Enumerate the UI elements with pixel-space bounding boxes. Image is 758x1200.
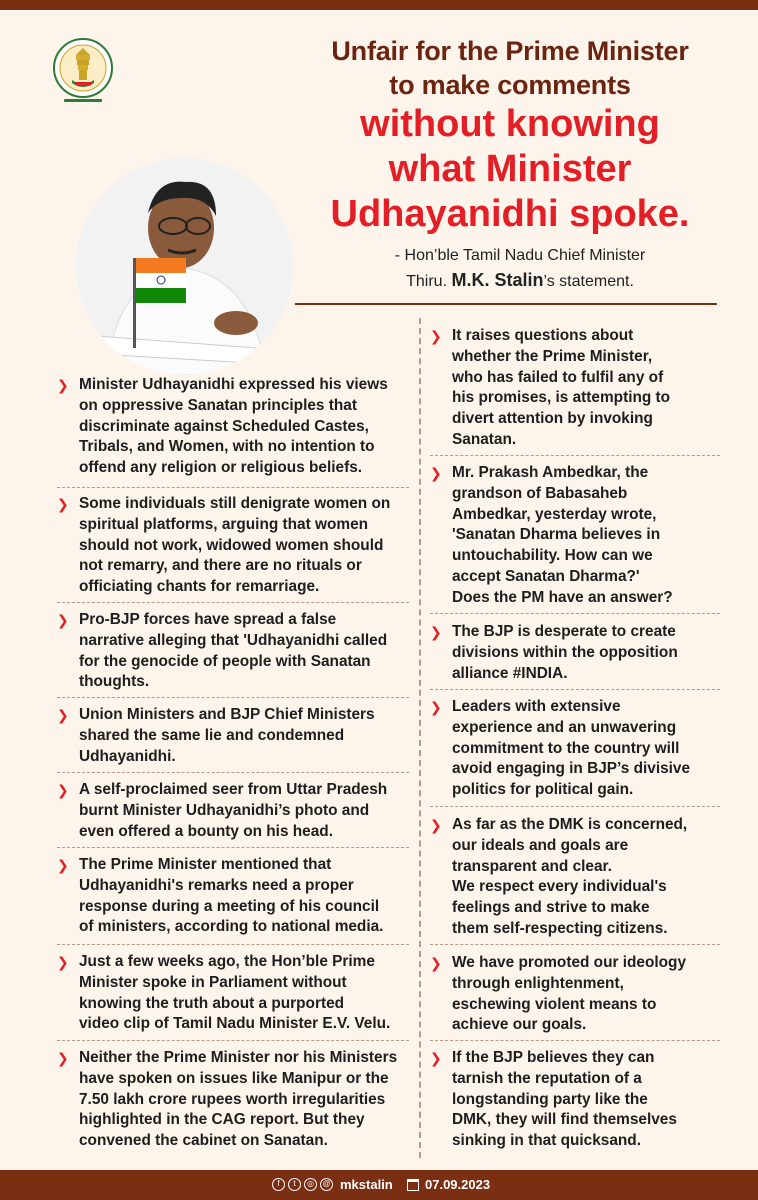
- chevron-right-icon: ❯: [57, 954, 69, 970]
- point-text: Mr. Prakash Ambedkar, the grandson of Babasaheb Ambedkar, yesterday wrote, 'Sanatan Dharma believes in untouchability. How can we accept Sanatan Dharma?' Does the PM have an answer?: [452, 464, 673, 606]
- footer-date: [407, 1177, 490, 1192]
- chevron-right-icon: ❯: [57, 377, 69, 393]
- point-text: Pro-BJP forces have spread a false narrative alleging that 'Udhayanidhi called for the genocide of people with Sanatan thoughts.: [79, 611, 388, 691]
- separator: [57, 487, 409, 488]
- column-divider: [419, 318, 421, 1158]
- point-text: The BJP is desperate to create divisions within the opposition alliance #INDIA.: [452, 623, 678, 682]
- separator: [430, 613, 720, 614]
- threads-icon[interactable]: @: [320, 1178, 333, 1191]
- headline-line-4: what Minister: [388, 148, 632, 190]
- tamil-nadu-emblem-icon: [52, 36, 114, 108]
- separator: [430, 455, 720, 456]
- chevron-right-icon: ❯: [430, 955, 442, 971]
- list-item: [57, 494, 390, 598]
- list-item: [430, 622, 678, 684]
- calendar-icon: [407, 1179, 419, 1191]
- point-text: Just a few weeks ago, the Hon’ble Prime Minister spoke in Parliament without knowing the truth about a purported video clip of Tamil Nadu Minister E.V. Velu.: [79, 953, 391, 1033]
- attribution: [330, 244, 710, 294]
- header-divider: [295, 303, 717, 305]
- chevron-right-icon: ❯: [57, 782, 69, 798]
- chevron-right-icon: ❯: [430, 1050, 442, 1066]
- chevron-right-icon: ❯: [430, 465, 442, 481]
- separator: [57, 1040, 409, 1041]
- headline-line-5: Udhayanidhi spoke.: [330, 193, 690, 235]
- facebook-icon[interactable]: f: [272, 1178, 285, 1191]
- chevron-right-icon: ❯: [430, 328, 442, 344]
- point-text: If the BJP believes they can tarnish the reputation of a longstanding party like the DMK, they will find themselves sinking in that quicksand.: [452, 1049, 677, 1150]
- point-text: Minister Udhayanidhi expressed his views on oppressive Sanatan principles that discriminate against Scheduled Castes, Tribals, and Women, with no intention to offend any religion or religious beliefs.: [79, 376, 388, 477]
- point-text: A self-proclaimed seer from Uttar Pradesh burnt Minister Udhayanidhi’s photo and even offered a bounty on his head.: [79, 781, 388, 840]
- attribution-name: M.K. Stalin: [451, 270, 544, 290]
- separator: [430, 806, 720, 807]
- headline-line-3: without knowing: [360, 103, 660, 145]
- list-item: [430, 463, 673, 609]
- chevron-right-icon: ❯: [57, 1050, 69, 1066]
- separator: [57, 772, 409, 773]
- separator: [57, 602, 409, 603]
- separator: [430, 1040, 720, 1041]
- footer-bar: [0, 1170, 758, 1200]
- list-item: [57, 610, 387, 693]
- chevron-right-icon: ❯: [57, 857, 69, 873]
- attribution-prefix: Thiru.: [406, 273, 452, 290]
- chevron-right-icon: ❯: [57, 496, 69, 512]
- attribution-suffix: ’s statement.: [543, 273, 634, 290]
- list-item: [430, 697, 690, 801]
- point-text: As far as the DMK is concerned, our ideals and goals are transparent and clear. We respect every individual's feelings and strive to make them self-respecting citizens.: [452, 816, 688, 937]
- list-item: [57, 375, 388, 479]
- separator: [57, 697, 409, 698]
- separator: [57, 847, 409, 848]
- separator: [57, 944, 409, 945]
- list-item: [57, 705, 375, 767]
- point-text: The Prime Minister mentioned that Udhayanidhi's remarks need a proper response during a meeting of his council of ministers, according to national media.: [79, 856, 384, 936]
- point-text: Leaders with extensive experience and an unwavering commitment to the country will avoid engaging in BJP’s divisive politics for political gain.: [452, 698, 691, 799]
- list-item: [430, 326, 670, 451]
- list-item: [430, 953, 686, 1036]
- separator: [430, 944, 720, 945]
- list-item: [430, 1048, 677, 1152]
- date-text: 07.09.2023: [425, 1177, 491, 1192]
- list-item: [57, 1048, 397, 1152]
- point-text: Neither the Prime Minister nor his Ministers have spoken on issues like Manipur or the 7.50 lakh crore rupees worth irregularities highlighted in the CAG report. But they convened the cabinet on Sanatan.: [79, 1049, 398, 1150]
- list-item: [57, 780, 387, 842]
- twitter-icon[interactable]: t: [288, 1178, 301, 1191]
- list-item: [57, 855, 383, 938]
- chevron-right-icon: ❯: [57, 707, 69, 723]
- chevron-right-icon: ❯: [430, 624, 442, 640]
- chief-minister-portrait: [76, 158, 293, 375]
- social-handle[interactable]: mkstalin: [340, 1177, 393, 1192]
- point-text: It raises questions about whether the Prime Minister, who has failed to fulfil any of his promises, is attempting to divert attention by invoking Sanatan.: [452, 327, 671, 448]
- top-bar: [0, 0, 758, 10]
- headline: [300, 34, 720, 237]
- headline-line-1: Unfair for the Prime Minister: [331, 36, 689, 66]
- list-item: [430, 815, 687, 940]
- chevron-right-icon: ❯: [430, 817, 442, 833]
- headline-line-2: to make comments: [389, 70, 631, 100]
- chevron-right-icon: ❯: [57, 612, 69, 628]
- chevron-right-icon: ❯: [430, 699, 442, 715]
- point-text: Some individuals still denigrate women on spiritual platforms, arguing that women should not work, widowed women should not remarry, and there are no rituals or officiating chants for remarriage.: [79, 495, 391, 596]
- point-text: Union Ministers and BJP Chief Ministers shared the same lie and condemned Udhayanidhi.: [79, 706, 375, 765]
- instagram-icon[interactable]: ◎: [304, 1178, 317, 1191]
- social-links: [272, 1177, 393, 1192]
- attribution-line-1: - Hon’ble Tamil Nadu Chief Minister: [394, 247, 646, 264]
- attribution-line-2: [330, 268, 710, 294]
- separator: [430, 689, 720, 690]
- list-item: [57, 952, 390, 1035]
- point-text: We have promoted our ideology through enlightenment, eschewing violent means to achieve our goals.: [452, 954, 687, 1034]
